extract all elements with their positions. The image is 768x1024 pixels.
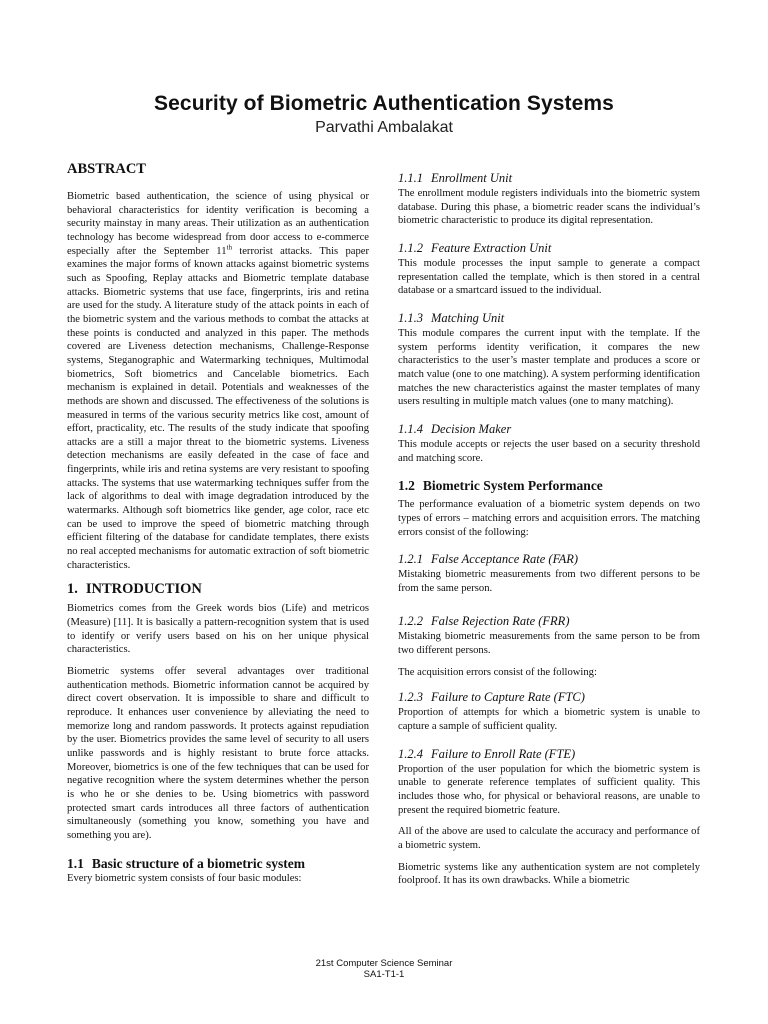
section-1-1-4-heading xyxy=(398,421,700,437)
section-1-1-1-number: 1.1.1 xyxy=(398,171,423,185)
footer-page-id: SA1-T1-1 xyxy=(363,969,405,980)
section-1-1-3-heading xyxy=(398,310,700,326)
abstract-text-part2: terrorist attacks. This paper examines the major forms of known attacks against biometric systems such as Spoofing, Replay attacks and Biometric template database attacks. Biometric systems that use face, fingerprints, iris and retina are used for the study. A literature study of the attack points in each of the biometric system and the various methods to combat the attacks at these points is conducted and analyzed in this paper. The methods covered are Liveness detection mechanisms, Challenge-Response systems, Steganographic and Watermarking techniques, Multimodal biometrics, Soft biometrics and Cancelable biometrics. Each mechanism is explained in detail. Potentials and weaknesses of the methods are shown and discussed. The effectiveness of the solutions is measured in terms of the various security metrics like cost, amount of effort, practicality, etc. The results of the study indicate that spoofing attacks are a still a major threat to the biometric systems. Liveness detection mechanisms are easily defeated in the case of face and fingerprints, while iris and retina systems are very resistant to spoofing attacks. The systems that use watermarking techniques suffer from the lack of algorithms to deal with image degradation introduced by the watermarks. Although soft biometrics like gender, age color, race etc can be used to improve the speed of biometric matching through efficient filtering of the database for candidate templates, there exists no real accepted mechanisms for automatic extraction of soft biometric characteristics. xyxy=(67,245,370,571)
section-1-2-4-heading-text: Failure to Enroll Rate (FTE) xyxy=(431,746,576,761)
abstract-heading: ABSTRACT xyxy=(67,161,146,177)
section-1-1-1-heading xyxy=(398,170,700,186)
section-1-2-text: The performance evaluation of a biometric system depends on two types of errors – matching errors and acquisition errors. The matching errors consist of the following: xyxy=(398,499,700,538)
intro-heading-text: INTRODUCTION xyxy=(85,581,202,598)
intro-paragraph-2: Biometric systems offer several advantages over traditional authentication methods. Biometric information cannot be acquired by direct covert observation. It is impossible to share and difficult to reproduce. It enhances user convenience by alleviating the need to memorize long and random passwords. It protects against repudiation by the user. Biometrics provides the same level of security to all users unlike passwords and is highly resistant to brute force attacks. Moreover, biometrics is one of the few techniques that can be used for negative recognition where the system determines whether the person is who he or she denies to be. Using biometrics with password protected smart cards introduces all three factors of authentication simultaneously (something you know, something you have and something you are). xyxy=(67,666,369,841)
section-1-1-1-heading-text: Enrollment Unit xyxy=(431,171,513,185)
section-1-2-1-number: 1.2.1 xyxy=(398,552,423,567)
intro-number: 1. xyxy=(67,581,78,598)
section-1-2-4-heading xyxy=(398,746,700,762)
section-1-1-number: 1.1 xyxy=(67,855,84,871)
abstract-text-part1: Biometric based authentication, the science of using physical or behavioral characteristics for identity verification is becoming a security mainstay in many areas. Their utilization as an authentication technology has become widespread from door access to e-commerce especially after the September 11 xyxy=(67,191,369,257)
section-1-2-3-heading xyxy=(398,689,700,705)
abstract-superscript: th xyxy=(226,243,232,252)
section-1-2-4-text-3: Biometric systems like any authentication system are not completely foolproof. It has its own drawbacks. While a biometric xyxy=(398,861,700,887)
section-1-2-1-text: Mistaking biometric measurements from two different persons to be from the same person. xyxy=(398,569,700,594)
section-1-2-2-text-2: The acquisition errors consist of the following: xyxy=(398,666,597,678)
section-1-2-number: 1.2 xyxy=(398,478,415,494)
section-1-2-4-number: 1.2.4 xyxy=(398,746,423,761)
intro-heading xyxy=(67,580,369,598)
right-column xyxy=(398,170,700,896)
section-1-2-1-heading xyxy=(398,551,700,567)
section-1-1-2-heading xyxy=(398,240,700,256)
paper-title: Security of Biometric Authentication Systems xyxy=(154,92,614,115)
section-1-1-1-text: The enrollment module registers individuals into the biometric system database. During this phase, a biometric reader scans the individual’s biometric characteristic to produce its digital representation. xyxy=(398,188,700,227)
abstract-text xyxy=(67,190,369,572)
footer-seminar: 21st Computer Science Seminar xyxy=(315,958,453,969)
section-1-2-heading xyxy=(398,477,700,494)
paper-author: Parvathi Ambalakat xyxy=(315,119,453,136)
left-column xyxy=(67,160,369,893)
section-1-2-2-heading xyxy=(398,613,700,629)
section-1-2-4-text-2: All of the above are used to calculate the accuracy and performance of a biometric system. xyxy=(398,826,700,852)
section-1-1-4-number: 1.1.4 xyxy=(398,421,423,436)
section-1-1-4-text: This module accepts or rejects the user based on a security threshold and matching score. xyxy=(398,438,700,464)
section-1-1-heading xyxy=(67,855,369,872)
section-1-2-2-number: 1.2.2 xyxy=(398,614,423,629)
section-1-1-2-heading-text: Feature Extraction Unit xyxy=(431,240,552,255)
section-1-2-3-text: Proportion of attempts for which a biometric system is unable to capture a sample of sufficient quality. xyxy=(398,707,700,733)
section-1-2-3-number: 1.2.3 xyxy=(398,690,423,705)
section-1-2-2-text: Mistaking biometric measurements from the same person to be from two different persons. xyxy=(398,631,700,657)
section-1-1-3-number: 1.1.3 xyxy=(398,310,423,325)
intro-paragraph-1: Biometrics comes from the Greek words bios (Life) and metricos (Measure) [11]. It is basically a pattern-recognition system that is used to identify or verify users based on his on her unique physical characteristics. xyxy=(67,603,369,656)
section-1-2-heading-text: Biometric System Performance xyxy=(422,478,603,494)
section-1-1-3-text: This module compares the current input with the template. If the system performs identity verification, it compares the new characteristics to the user’s master template and produces a score or match value (one to one matching). A system performing identification matches the new characteristics against the master templates of many users resulting in multiple match values (one to many matching). xyxy=(398,327,700,408)
section-1-1-3-heading-text: Matching Unit xyxy=(431,310,505,325)
section-1-2-4-text: Proportion of the user population for which the biometric system is unable to generate reference templates of sufficient quality. This includes those who, for physical or behavioral reasons, are unable to present the required biometric feature. xyxy=(398,763,700,816)
section-1-1-heading-text: Basic structure of a biometric system xyxy=(91,855,305,871)
section-1-1-paragraph: Every biometric system consists of four basic modules: xyxy=(67,872,302,884)
section-1-2-3-heading-text: Failure to Capture Rate (FTC) xyxy=(431,690,585,705)
section-1-1-2-number: 1.1.2 xyxy=(398,240,423,255)
section-1-2-2-heading-text: False Rejection Rate (FRR) xyxy=(431,614,570,629)
section-1-2-1-heading-text: False Acceptance Rate (FAR) xyxy=(431,552,579,567)
section-1-1-2-text: This module processes the input sample to generate a compact representation called the template, which is then stored in a central database or a smartcard issued to the individual. xyxy=(398,257,700,297)
page-footer xyxy=(0,958,768,980)
section-1-1-4-heading-text: Decision Maker xyxy=(431,421,512,436)
